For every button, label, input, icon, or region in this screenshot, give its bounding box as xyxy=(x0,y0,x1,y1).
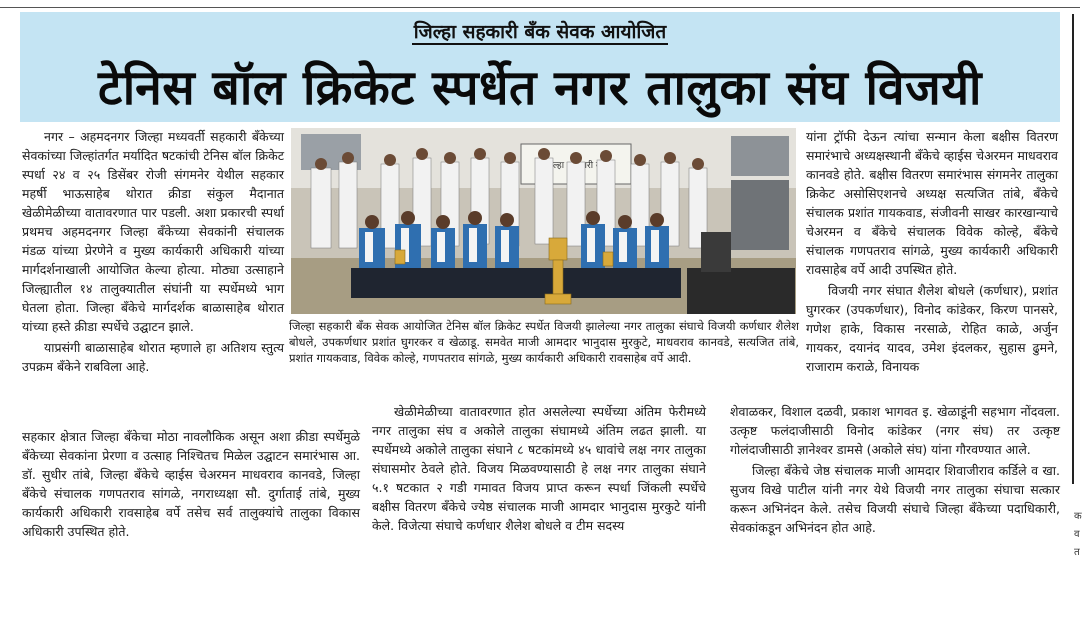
adjacent-column-fragment: व xyxy=(1074,529,1080,540)
kicker-text: जिल्हा सहकारी बँक सेवक आयोजित xyxy=(413,21,667,43)
paragraph: सहकार क्षेत्रात जिल्हा बँकेचा मोठा नावलौकिक असून अशा क्रीडा स्पर्धेमुळे बँकेच्या सेवकांना प्रेरणा व उत्साह निश्चितच मिळेल उद्घाटन समारंभास आ. डॉ. सुधीर तांबे, जिल्हा बँकेचे व्हाईस चेअरमन माधवराव कानवडे, जिल्हा बँकेचे संचालक गणपतराव सांगळे, नगराध्यक्षा सौ. दुर्गाताई तांबे, मुख्य कार्यकारी अधिकारी रावसाहेब वर्पे तसेच सर्व तालुक्यांचे तालुका विकास अधिकारी उपस्थित होते. xyxy=(22,429,360,539)
paragraph: खेळीमेळीच्या वातावरणात होत असलेल्या स्पर्धेच्या अंतिम फेरीमध्ये नगर तालुका संघ व अकोले तालुका संघामध्ये अंतिम लढत झाली. या स्पर्धेमध्ये अकोले तालुका संघाने ८ षटकांमध्ये ४५ धावांचे लक्ष नगर तालुका संघासमोर ठेवले होते. विजय मिळवण्यासाठी हे लक्ष नगर तालुका संघाने ५.१ षटकात २ गडी गमावत विजय प्राप्त करून स्पर्धा जिंकली स्पर्धेचे बक्षीस वितरण बँकेचे ज्येष्ठ संचालक माजी आमदार भानुदास मुरकुटे यांनी केले. विजेत्या संघाचे कर्णधार शैलेश बोधले व टीम सदस्य xyxy=(372,404,706,533)
article-column-3 xyxy=(806,127,1058,376)
kicker xyxy=(20,18,1060,44)
article-bottom-middle xyxy=(372,402,706,535)
photo-caption: जिल्हा सहकारी बँक सेवक आयोजित टेनिस बॉल क्रिकेट स्पर्धेत विजयी झालेल्या नगर तालुका संघाचे विजयी कर्णधार शैलेश बोधले, उपकर्णधार प्रशांत घुगरकर व खेळाडू. समवेत माजी आमदार भानुदास मुरकुटे, माधवराव कानवडे, सत्यजित तांबे, प्रशांत गायकवाड, विवेक कोल्हे, गणपतराव सांगळे, मुख्य कार्यकारी अधिकारी रावसाहेब वर्पे आदी. xyxy=(289,319,799,365)
adjacent-column-rule xyxy=(1072,14,1080,484)
paragraph: शेवाळकर, विशाल दळवी, प्रकाश भागवत इ. खेळाडूंनी सहभाग नोंदवला. उत्कृष्ट फलंदाजीसाठी विनोद कांडेकर (नगर संघ) तर उत्कृष्ट गोलंदाजीसाठी ज्ञानेश्वर डामसे (अकोले संघ) यांना गौरवण्यात आले. xyxy=(730,404,1060,457)
top-rule xyxy=(0,0,1080,8)
header-band xyxy=(20,12,1060,122)
article-bottom-left xyxy=(22,427,360,541)
adjacent-column-fragment: क xyxy=(1074,511,1082,522)
paragraph: याप्रसंगी बाळासाहेब थोरात म्हणाले हा अतिशय स्तुत्य उपक्रम बँकेने राबविला आहे. xyxy=(22,340,284,374)
team-photo xyxy=(291,128,796,314)
headline: टेनिस बॉल क्रिकेट स्पर्धेत नगर तालुका संघ विजयी xyxy=(98,60,982,116)
article-column-1 xyxy=(22,127,284,376)
paragraph: जिल्हा बँकेचे जेष्ठ संचालक माजी आमदार शिवाजीराव कर्डिले व खा. सुजय विखे पाटील यांनी नगर येथे विजयी नगर तालुका संघाचा सत्कार करून अभिनंदन केले. तसेच विजयी संघाचे जिल्हा बँकेच्या पदाधिकारी, सेवकांकडून अभिनंदन होत आहे. xyxy=(730,463,1060,535)
article-bottom-right xyxy=(730,402,1060,537)
banner-text: जिल्हा xyxy=(544,161,565,171)
paragraph: नगर – अहमदनगर जिल्हा मध्यवर्ती सहकारी बँकेच्या सेवकांच्या जिल्हांतर्गत मर्यादित षटकांची टेनिस बॉल क्रिकेट स्पर्धा २४ व २५ डिसेंबर रोजी संगमनेर येथील सहकार महर्षी भाऊसाहेब थोरात क्रीडा संकुल मैदानात खेळीमेळीच्या वातावरणात पार पडली. अशा प्रकारची स्पर्धा प्रथमच अहमदनगर जिल्हा बँकेच्या सेवकांनी संचालक मंडळ यांच्या प्रेरणेने व मुख्य कार्यकारी अधिकारी यांच्या मार्गदर्शनाखाली आयोजित केल्या होत्या. मोठ्या उत्साहाने जिल्ह्यातील १४ तालुक्यातील संघांनी या स्पर्धेमध्ये भाग घेतला होता. जिल्हा बँकेचे मार्गदर्शक बाळासाहेब थोरात यांच्या हस्ते क्रीडा स्पर्धेचे उद्घाटन झाले. xyxy=(22,129,284,334)
paragraph: विजयी नगर संघात शैलेश बोधले (कर्णधार), प्रशांत घुगरकर (उपकर्णधार), विनोद कांडेकर, किरण पानसरे, गणेश हाके, विकास नरसाळे, रोहित काळे, अर्जुन गायकर, दयानंद यादव, उमेश इंदलकर, सुहास ढुमने, राजाराम कराळे, विनायक xyxy=(806,283,1058,374)
paragraph: यांना ट्रॉफी देऊन त्यांचा सन्मान केला बक्षीस वितरण समारंभाचे अध्यक्षस्थानी बँकेचे व्हाईस चेअरमन माधवराव कानवडे होते. बक्षीस वितरण समारंभास संगमनेर तालुका क्रिकेट असोसिएशनचे अध्यक्ष सत्यजित तांबे, बँकेचे संचालक प्रशांत गायकवाड, संजीवनी साखर कारखान्याचे चेअरमन व बँकेचे संचालक विवेक कोल्हे, बँकेचे संचालक गणपतराव सांगळे, मुख्य कार्यकारी अधिकारी रावसाहेब वर्पे आदी उपस्थित होते. xyxy=(806,129,1058,277)
adjacent-column-fragment: त xyxy=(1074,547,1080,558)
